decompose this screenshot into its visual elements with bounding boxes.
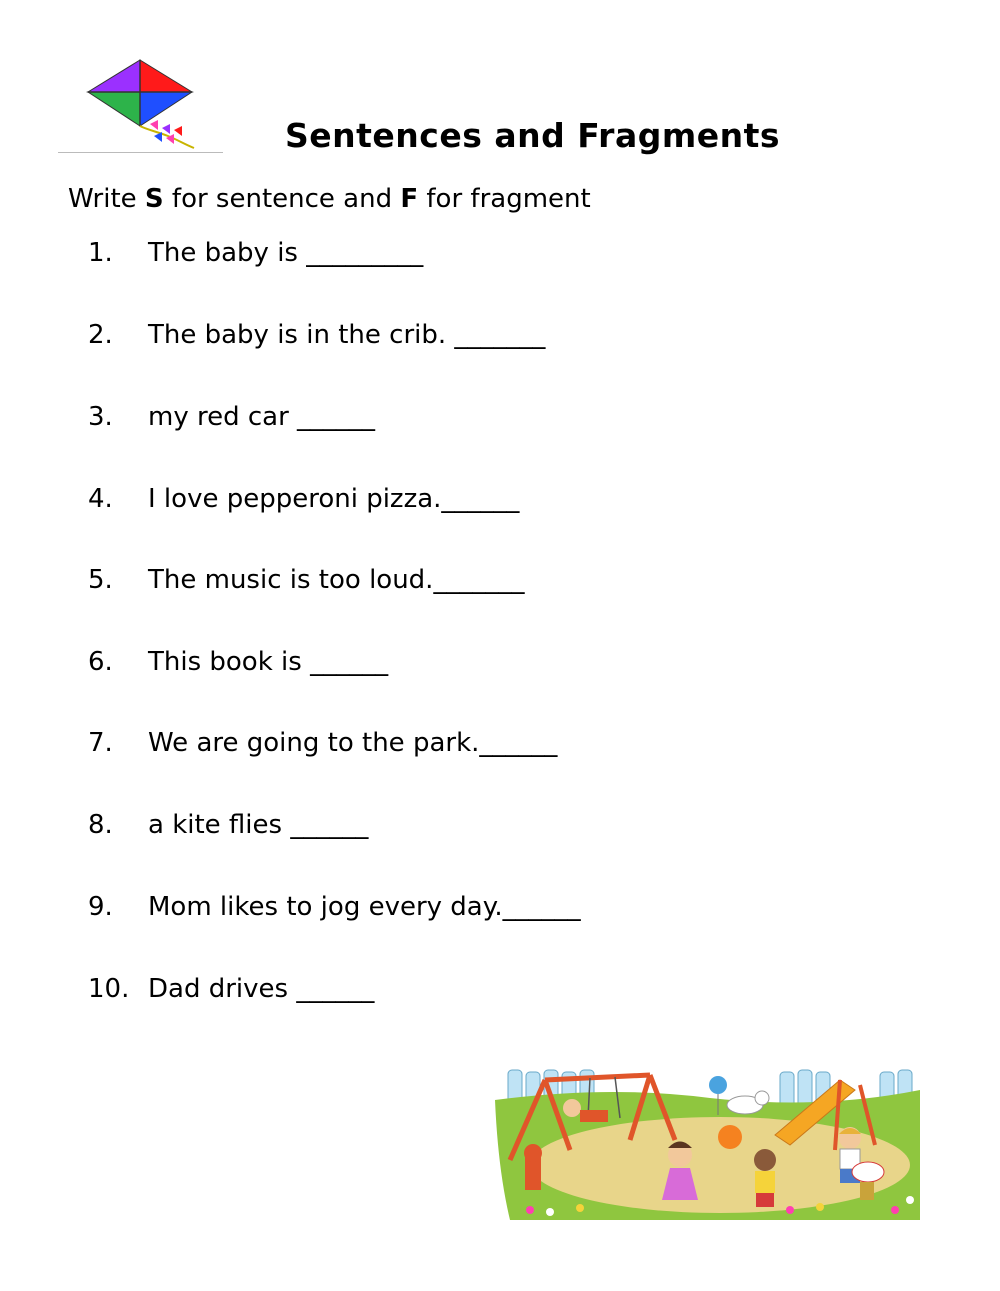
kite-icon <box>58 58 223 152</box>
question-number: 7. <box>88 728 113 758</box>
question-number: 5. <box>88 565 113 595</box>
instructions-prefix: Write <box>68 184 145 214</box>
question-text: We are going to the park.______ <box>148 728 558 758</box>
instructions-suffix: for fragment <box>418 184 591 214</box>
instructions-f-letter: F <box>400 184 419 214</box>
playground-illustration <box>490 1060 925 1225</box>
question-number: 4. <box>88 484 113 514</box>
question-number: 8. <box>88 810 113 840</box>
question-text: a kite flies ______ <box>148 810 369 840</box>
question-text: The baby is in the crib. _______ <box>148 320 546 350</box>
instructions-s-letter: S <box>144 184 164 214</box>
question-text: my red car ______ <box>148 402 376 432</box>
question-text: Dad drives ______ <box>148 974 375 1004</box>
question-text: Mom likes to jog every day.______ <box>148 892 581 922</box>
question-text: The baby is _________ <box>148 238 424 268</box>
playground-scene-icon <box>490 1060 925 1225</box>
instructions <box>68 184 591 214</box>
page-title: Sentences and Fragments <box>285 116 781 155</box>
instructions-middle: for sentence and <box>163 184 401 214</box>
kite-illustration <box>58 58 223 153</box>
question-text: I love pepperoni pizza.______ <box>148 484 520 514</box>
question-number: 1. <box>88 238 113 268</box>
question-number: 6. <box>88 647 113 677</box>
question-text: The music is too loud._______ <box>148 565 525 595</box>
question-text: This book is ______ <box>148 647 389 677</box>
question-number: 9. <box>88 892 113 922</box>
question-number: 3. <box>88 402 113 432</box>
question-number: 2. <box>88 320 113 350</box>
question-number: 10. <box>88 974 130 1004</box>
